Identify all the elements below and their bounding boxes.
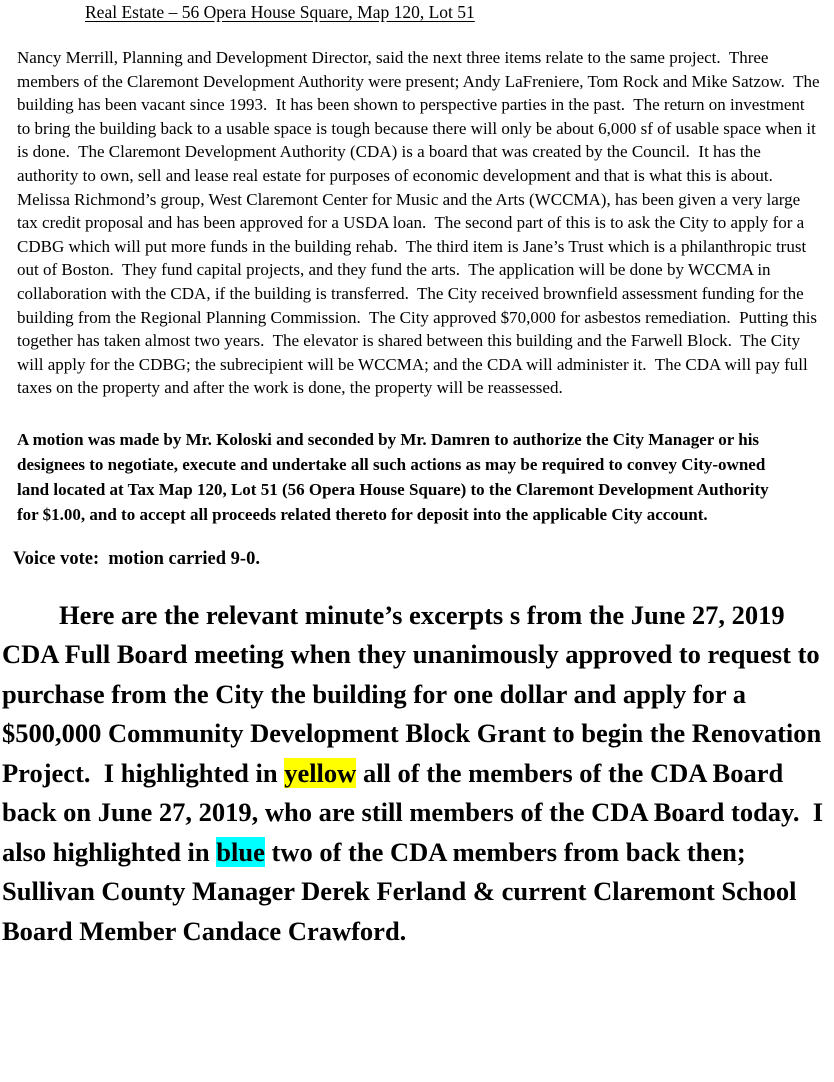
voice-vote-line: Voice vote: motion carried 9-0. bbox=[13, 548, 260, 569]
minutes-body-paragraph: Nancy Merrill, Planning and Development Director, said the next three items relate to the same project. Three members of the Claremont Development Authority were present; Andy LaFreniere, Tom Rock and Mike Satzow. The building has been vacant since 1993. It has been shown to perspective parties in the past. The return on investment to bring the building back to a usable space is tough because there will only be about 6,000 sf of usable space when it is done. The Claremont Development Authority (CDA) is a board that was created by the Council. It has the authority to own, sell and lease real estate for purposes of economic development and that is what this is about. Melissa Richmond’s group, West Claremont Center for Music and the Arts (WCCMA), has been given a very large tax credit proposal and has been approved for a USDA loan. The second part of this is to ask the City to apply for a CDBG which will put more funds in the building rehab. The third item is Jane’s Trust which is a philanthropic trust out of Boston. They fund capital projects, and they fund the arts. The application will be done by WCCMA in collaboration with the CDA, if the building is transferred. The City received brownfield assessment funding for the building from the Regional Planning Commission. The City approved $70,000 for asbestos remediation. Putting this together has taken almost two years. The elevator is shared between this building and the Farwell Block. The City will apply for the CDBG; the subrecipient will be WCCMA; and the CDA will administer it. The CDA will pay full taxes on the property and after the work is done, the property will be reassessed. bbox=[17, 48, 824, 398]
document-page bbox=[0, 2, 834, 1082]
blue-highlight: blue bbox=[216, 836, 265, 867]
closing-text-part2: all of the members of the CDA Board back on June 27, 2019, who are still members of the CDA Board today. I also highlighted in bbox=[2, 757, 830, 867]
section-title: Real Estate – 56 Opera House Square, Map 120, Lot 51 bbox=[85, 2, 475, 22]
yellow-highlight: yellow bbox=[284, 757, 357, 788]
motion-paragraph: A motion was made by Mr. Koloski and seconded by Mr. Damren to authorize the City Manager or his designees to negotiate, execute and undertake all such actions as may be required to convey City-owned land located at Tax Map 120, Lot 51 (56 Opera House Square) to the Claremont Development Authority for $1.00, and to accept all proceeds related thereto for deposit into the applicable City account. bbox=[17, 429, 773, 524]
closing-commentary-paragraph bbox=[2, 596, 834, 952]
closing-text-part3: two of the CDA members from back then; Sullivan County Manager Derek Ferland & current Claremont School Board Member Candace Crawford. bbox=[2, 836, 804, 946]
closing-text-part1: Here are the relevant minute’s excerpts s from the June 27, 2019 CDA Full Board meeting when they unanimously approved to request to purchase from the City the building for one dollar and apply for a $500,000 Community Development Block Grant to begin the Renovation Project. I highlighted in bbox=[2, 599, 828, 788]
